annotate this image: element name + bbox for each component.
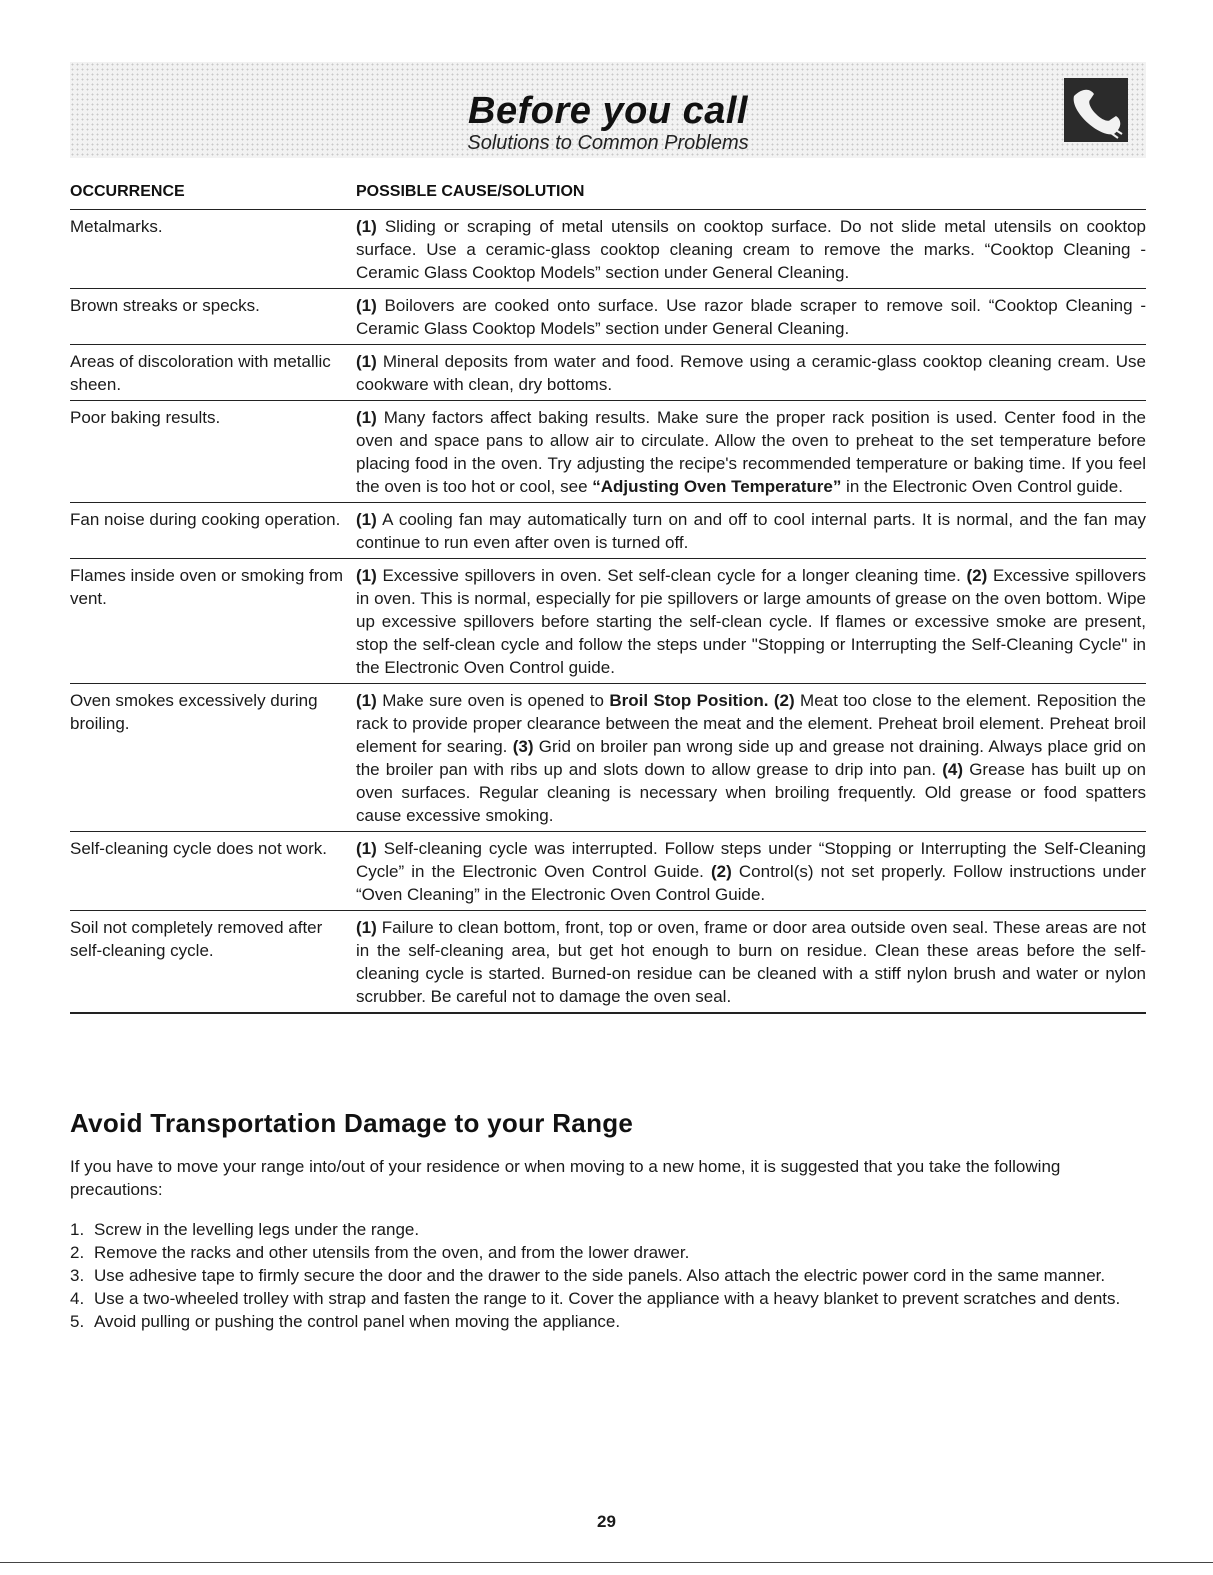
table-row — [70, 911, 1146, 1014]
solution-text: Boilovers are cooked onto surface. Use razor blade scraper to remove soil. “Cooktop Cleaning - Ceramic Glass Cooktop Models” section under General Cleaning. — [356, 296, 1146, 338]
table-row — [70, 503, 1146, 559]
cause-number: (1) — [356, 839, 377, 858]
solution-cell — [356, 689, 1146, 827]
solution-cell — [356, 406, 1146, 498]
solution-text: A cooling fan may automatically turn on and off to cool internal parts. It is normal, and the fan may continue to run even after oven is turned off. — [356, 510, 1146, 552]
solution-cell — [356, 508, 1146, 554]
cause-number: (1) — [356, 408, 377, 427]
table-header — [70, 183, 1146, 210]
step-text: Use adhesive tape to firmly secure the door and the drawer to the side panels. Also attach the electric power cord in the same manner. — [94, 1266, 1106, 1285]
troubleshooting-table — [70, 183, 1146, 1014]
col-solution-header: POSSIBLE CAUSE/SOLUTION — [356, 183, 585, 200]
occurrence-cell: Soil not completely removed after self-cleaning cycle. — [70, 918, 323, 960]
list-item — [70, 1310, 1146, 1333]
step-text: Use a two-wheeled trolley with strap and fasten the range to it. Cover the appliance with a heavy blanket to prevent scratches and dents. — [94, 1289, 1121, 1308]
table-row — [70, 401, 1146, 503]
page-number: 29 — [597, 1512, 616, 1531]
step-text: Avoid pulling or pushing the control panel when moving the appliance. — [94, 1312, 621, 1331]
bottom-rule — [0, 1562, 1213, 1563]
cause-number: (1) — [356, 918, 377, 937]
occurrence-cell: Flames inside oven or smoking from vent. — [70, 566, 344, 608]
section-title: Avoid Transportation Damage to your Range — [70, 1108, 634, 1138]
table-row — [70, 345, 1146, 401]
cause-number: (2) — [966, 566, 988, 585]
solution-cell — [356, 564, 1146, 679]
cause-number: (1) — [356, 217, 377, 236]
col-occurrence-header: OCCURRENCE — [70, 183, 185, 200]
solution-text: Self-cleaning cycle was interrupted. Follow steps under “Stopping or Interrupting the Self-Cleaning Cycle” in the Electronic Oven Control Guide. — [356, 839, 1146, 881]
solution-text: Excessive spillovers in oven. This is normal, especially for pie spillovers or large amounts of grease on the oven bottom. Wipe up excessive spillovers before starting the self-clean cycle. If flames or excessive smoke are present, stop the self-clean cycle and follow the steps under "Stopping or Interrupting the Self-Cleaning Cycle" in the Electronic Oven Control guide. — [356, 566, 1146, 677]
cause-number: (1) — [356, 352, 377, 371]
table-row — [70, 684, 1146, 832]
occurrence-cell: Metalmarks. — [70, 217, 163, 236]
occurrence-cell: Areas of discoloration with metallic sheen. — [70, 352, 331, 394]
step-number: 1. — [70, 1220, 85, 1239]
cause-number: (1) — [356, 566, 377, 585]
table-row — [70, 210, 1146, 289]
list-item — [70, 1287, 1146, 1310]
cause-number: (2) — [768, 691, 795, 710]
cause-number: (4) — [942, 760, 964, 779]
step-number: 4. — [70, 1289, 85, 1308]
cause-number: (1) — [356, 691, 377, 710]
cause-number: (2) — [711, 862, 732, 881]
solution-text: Grid on broiler pan wrong side up and grease not draining. Always place grid on the broiler pan with ribs up and slots down to allow grease to drip into pan. — [356, 737, 1146, 779]
solution-text: in the Electronic Oven Control guide. — [841, 477, 1123, 496]
solution-text: Sliding or scraping of metal utensils on cooktop surface. Do not slide metal utensils on cooktop surface. Use a ceramic-glass cooktop cleaning cream to remove the marks. “Cooktop Cleaning - Ceramic Glass Cooktop Models” section under General Cleaning. — [356, 217, 1146, 282]
page-subtitle: Solutions to Common Problems — [467, 132, 749, 154]
step-number: 2. — [70, 1243, 85, 1262]
solution-cell — [356, 916, 1146, 1008]
phone-icon — [1064, 78, 1128, 142]
occurrence-cell: Oven smokes excessively during broiling. — [70, 691, 318, 733]
table-row — [70, 289, 1146, 345]
cause-number: (1) — [356, 296, 377, 315]
emphasis-text: Broil Stop Position. — [609, 691, 769, 710]
solution-text: Make sure oven is opened to — [376, 691, 610, 710]
list-item — [70, 1241, 1146, 1264]
solution-text: Failure to clean bottom, front, top or oven, frame or door area outside oven seal. These areas are not in the self-cleaning area, but get hot enough to burn on residue. Clean these areas before the self-cleaning cycle is started. Burned-on residue can be cleaned with a stiff nylon brush and water or nylon scrubber. Be careful not to damage the oven seal. — [356, 918, 1146, 1006]
solution-text: Mineral deposits from water and food. Remove using a ceramic-glass cooktop cleaning cream. Use cookware with clean, dry bottoms. — [356, 352, 1146, 394]
list-item — [70, 1218, 1146, 1241]
solution-text: Many factors affect baking results. Make sure the proper rack position is used. Center food in the oven and space pans to allow air to circulate. Allow the oven to preheat to the set temperature before placing food in the oven. Try adjusting the recipe's recommended temperature or baking time. If you feel the oven is too hot or cool, see — [356, 408, 1146, 496]
solution-cell — [356, 350, 1146, 396]
occurrence-cell: Fan noise during cooking operation. — [70, 510, 341, 529]
solution-cell — [356, 215, 1146, 284]
emphasis-text: “Adjusting Oven Temperature” — [592, 477, 842, 496]
solution-cell — [356, 837, 1146, 906]
cause-number: (3) — [512, 737, 534, 756]
solution-text: Meat too close to the element. Reposition the rack to provide proper clearance between the meat and the element. Preheat broil element. Preheat broil element for searing. — [356, 691, 1146, 756]
table-row — [70, 832, 1146, 911]
solution-cell — [356, 294, 1146, 340]
occurrence-cell: Brown streaks or specks. — [70, 296, 260, 315]
solution-text: Excessive spillovers in oven. Set self-clean cycle for a longer cleaning time. — [376, 566, 967, 585]
precautions-list — [70, 1218, 1146, 1333]
occurrence-cell: Poor baking results. — [70, 408, 221, 427]
step-number: 3. — [70, 1266, 85, 1285]
list-item — [70, 1264, 1146, 1287]
occurrence-cell: Self-cleaning cycle does not work. — [70, 839, 328, 858]
solution-text: Control(s) not set properly. Follow instructions under “Oven Cleaning” in the Electronic Oven Control Guide. — [356, 862, 1146, 904]
cause-number: (1) — [356, 510, 377, 529]
step-text: Remove the racks and other utensils from the oven, and from the lower drawer. — [94, 1243, 690, 1262]
section-intro: If you have to move your range into/out of your residence or when moving to a new home, it is suggested that you take the following precautions: — [70, 1157, 1061, 1199]
solution-text: Grease has built up on oven surfaces. Regular cleaning is necessary when broiling frequently. Old grease or food spatters cause excessive smoking. — [356, 760, 1147, 825]
table-row — [70, 559, 1146, 684]
step-text: Screw in the levelling legs under the range. — [94, 1220, 420, 1239]
header-banner — [70, 62, 1146, 158]
step-number: 5. — [70, 1312, 85, 1331]
page-title: Before you call — [468, 90, 748, 132]
